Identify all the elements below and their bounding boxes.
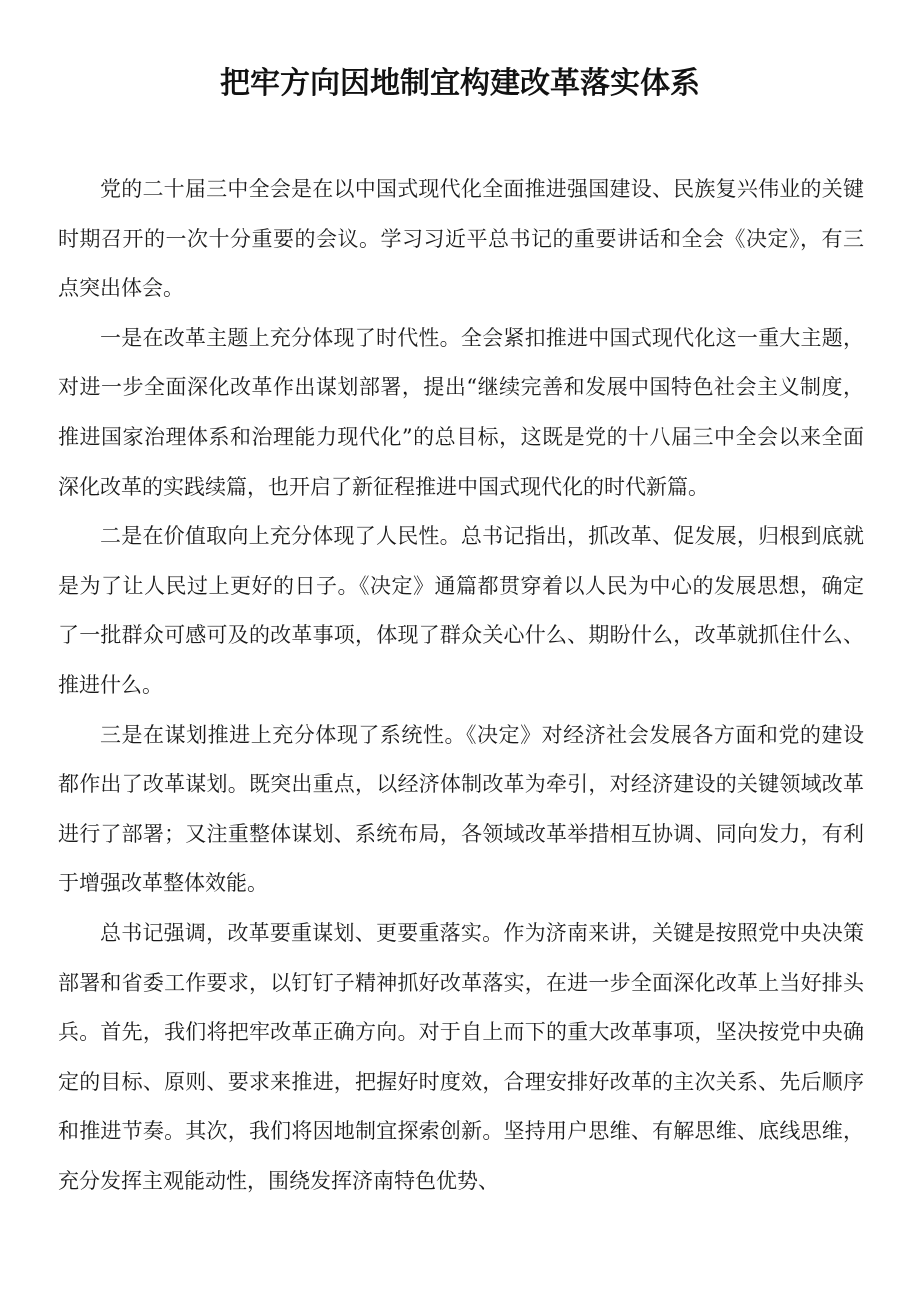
paragraph-point-two: 二是在价值取向上充分体现了人民性。总书记指出，抓改革、促发展，归根到底就是为了让人民过上更好的日子。《决定》通篇都贯穿着以人民为中心的发展思想，确定了一批群众可感可及的改革事项，体现了群众关心什么、期盼什么，改革就抓住什么、推进什么。 [58, 524, 864, 697]
paragraph-intro: 党的二十届三中全会是在以中国式现代化全面推进强国建设、民族复兴伟业的关键时期召开的一次十分重要的会议。学习习近平总书记的重要讲话和全会《决定》，有三点突出体会。 [58, 177, 864, 301]
document-body [58, 165, 864, 1206]
paragraph-point-three: 三是在谋划推进上充分体现了系统性。《决定》对经济社会发展各方面和党的建设都作出了改革谋划。既突出重点，以经济体制改革为牵引，对经济建设的关键领域改革进行了部署；又注重整体谋划、系统布局，各领域改革举措相互协调、同向发力，有利于增强改革整体效能。 [58, 722, 864, 896]
paragraph-implementation: 总书记强调，改革要重谋划、更要重落实。作为济南来讲，关键是按照党中央决策部署和省委工作要求，以钉钉子精神抓好改革落实，在进一步全面深化改革上当好排头兵。首先，我们将把牢改革正确方向。对于自上而下的重大改革事项，坚决按党中央确定的目标、原则、要求来推进，把握好时度效，合理安排好改革的主次关系、先后顺序和推进节奏。其次，我们将因地制宜探索创新。坚持用户思维、有解思维、底线思维，充分发挥主观能动性，围绕发挥济南特色优势、 [58, 920, 864, 1193]
paragraph-point-one: 一是在改革主题上充分体现了时代性。全会紧扣推进中国式现代化这一重大主题，对进一步全面深化改革作出谋划部署，提出“继续完善和发展中国特色社会主义制度，推进国家治理体系和治理能力现代化”的总目标，这既是党的十八届三中全会以来全面深化改革的实践续篇，也开启了新征程推进中国式现代化的时代新篇。 [58, 325, 864, 499]
document-title: 把牢方向因地制宜构建改革落实体系 [220, 66, 700, 101]
